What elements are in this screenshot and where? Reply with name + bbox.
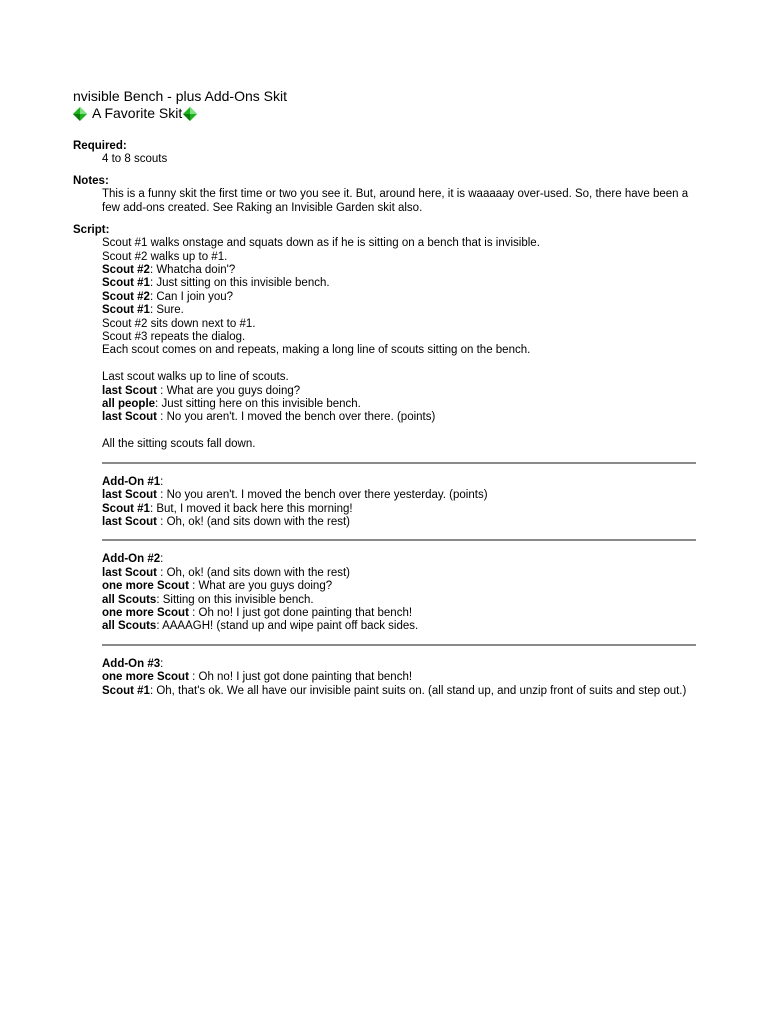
speaker-name: Scout #1: [102, 684, 150, 697]
notes-line: few add-ons created. See Raking an Invisible Garden skit also.: [102, 201, 423, 214]
line-text: No you aren't. I moved the bench over there. (points): [166, 411, 436, 424]
speaker-separator: :: [156, 384, 167, 397]
dialog-line: [102, 304, 696, 317]
line-text: Scout #2 sits down next to #1.: [102, 317, 256, 330]
addon-section: [73, 658, 696, 698]
dialog-line: [102, 264, 696, 277]
dialog-line: [102, 438, 696, 451]
green-diamond-icon: [73, 107, 87, 121]
blank-line: [102, 358, 696, 371]
line-text: All the sitting scouts fall down.: [102, 438, 256, 451]
speaker-name: one more Scout: [102, 671, 189, 684]
speaker-separator: :: [188, 580, 199, 593]
speaker-separator: :: [149, 277, 157, 290]
dialog-line: [102, 237, 696, 250]
line-text: Whatcha doin'?: [156, 264, 236, 277]
dialog-line: [102, 331, 696, 344]
dialog-line: [102, 344, 696, 357]
dialog-line: [102, 489, 696, 502]
subtitle-text: A Favorite Skit: [92, 105, 183, 121]
line-text: Sitting on this invisible bench.: [162, 593, 314, 606]
line-text: Scout #3 repeats the dialog.: [102, 331, 246, 344]
line-text: Oh, ok! (and sits down with the rest): [166, 566, 351, 579]
speaker-name: all people: [102, 398, 156, 411]
speaker-name: last Scout: [102, 411, 157, 424]
line-text: Sure.: [156, 304, 184, 317]
dialog-line: [102, 251, 696, 264]
speaker-separator: :: [155, 398, 162, 411]
speaker-separator: :: [188, 671, 199, 684]
dialog-line: [102, 503, 696, 516]
blank-line: [102, 425, 696, 438]
line-text: Just sitting here on this invisible bench.: [161, 398, 361, 411]
notes-line: This is a funny skit the first time or two you see it. But, around here, it is waaaaay over-used. So, there have been a: [102, 188, 689, 201]
page-title: nvisible Bench - plus Add-Ons Skit: [73, 88, 287, 104]
addon-section: [73, 553, 696, 633]
addon-heading-separator: :: [160, 553, 164, 566]
notes-body: [73, 188, 696, 215]
notes-heading: Notes:: [73, 175, 109, 188]
required-line: 4 to 8 scouts: [102, 153, 168, 165]
speaker-separator: :: [156, 515, 167, 528]
speaker-separator: :: [188, 606, 199, 619]
speaker-separator: :: [156, 620, 163, 633]
speaker-name: one more Scout: [102, 580, 189, 593]
dialog-line: [102, 371, 696, 384]
dialog-line: [102, 398, 696, 411]
line-text: What are you guys doing?: [198, 580, 333, 593]
document-page: [73, 88, 696, 698]
dialog-line: [102, 620, 696, 633]
script-heading: Script:: [73, 224, 110, 237]
required-heading: Required:: [73, 140, 127, 152]
speaker-separator: :: [156, 593, 163, 606]
addon-heading-label: Add-On #1: [102, 475, 161, 488]
speaker-name: Scout #1: [102, 304, 150, 317]
page-subtitle: [73, 105, 696, 122]
line-text: AAAAGH! (stand up and wipe paint off back sides.: [162, 620, 419, 633]
dialog-line: [102, 594, 696, 607]
dialog-line: [102, 411, 696, 424]
speaker-name: last Scout: [102, 489, 157, 502]
line-text: Oh, that's ok. We all have our invisible paint suits on. (all stand up, and unzip front of suits and step out.): [156, 684, 687, 697]
addon-heading: [102, 553, 696, 566]
dialog-line: [102, 580, 696, 593]
line-text: Scout #1 walks onstage and squats down as if he is sitting on a bench that is invisible.: [102, 237, 540, 250]
line-text: No you aren't. I moved the bench over there yesterday. (points): [166, 489, 488, 502]
addon-heading-label: Add-On #2: [102, 553, 161, 566]
script-body: [73, 237, 696, 451]
speaker-name: Scout #2: [102, 290, 150, 303]
line-text: Each scout comes on and repeats, making a long line of scouts sitting on the bench.: [102, 344, 531, 357]
line-text: Can I join you?: [156, 290, 234, 303]
line-text: Oh no! I just got done painting that bench!: [198, 671, 413, 684]
line-text: Oh, ok! (and sits down with the rest): [166, 515, 351, 528]
speaker-separator: :: [156, 411, 167, 424]
speaker-name: Scout #2: [102, 264, 150, 277]
speaker-separator: :: [149, 290, 157, 303]
speaker-name: last Scout: [102, 515, 157, 528]
dialog-line: [102, 607, 696, 620]
dialog-line: [102, 567, 696, 580]
addon-heading: [102, 658, 696, 671]
addon-section: [73, 476, 696, 530]
speaker-separator: :: [149, 304, 157, 317]
speaker-name: all Scouts: [102, 593, 157, 606]
line-text: Just sitting on this invisible bench.: [156, 277, 330, 290]
addon-heading-label: Add-On #3: [102, 657, 161, 670]
line-text: Last scout walks up to line of scouts.: [102, 371, 289, 384]
addon-heading-separator: :: [160, 475, 164, 488]
speaker-name: all Scouts: [102, 620, 157, 633]
line-text: What are you guys doing?: [166, 384, 301, 397]
speaker-name: one more Scout: [102, 606, 189, 619]
speaker-name: Scout #1: [102, 277, 150, 290]
speaker-name: last Scout: [102, 566, 157, 579]
line-text: But, I moved it back here this morning!: [156, 502, 353, 515]
speaker-separator: :: [156, 566, 167, 579]
required-body: [73, 153, 696, 166]
speaker-separator: :: [149, 264, 157, 277]
dialog-line: [102, 671, 696, 684]
speaker-separator: :: [149, 684, 157, 697]
dialog-line: [102, 385, 696, 398]
speaker-separator: :: [149, 502, 157, 515]
dialog-line: [102, 516, 696, 529]
speaker-name: Scout #1: [102, 502, 150, 515]
line-text: Scout #2 walks up to #1.: [102, 250, 228, 263]
green-diamond-icon: [183, 107, 197, 121]
dialog-line: [102, 318, 696, 331]
speaker-name: last Scout: [102, 384, 157, 397]
dialog-line: [102, 685, 696, 698]
dialog-line: [102, 277, 696, 290]
dialog-line: [102, 291, 696, 304]
line-text: Oh no! I just got done painting that bench!: [198, 606, 413, 619]
addon-heading-separator: :: [160, 657, 164, 670]
addon-heading: [102, 476, 696, 489]
speaker-separator: :: [156, 489, 167, 502]
